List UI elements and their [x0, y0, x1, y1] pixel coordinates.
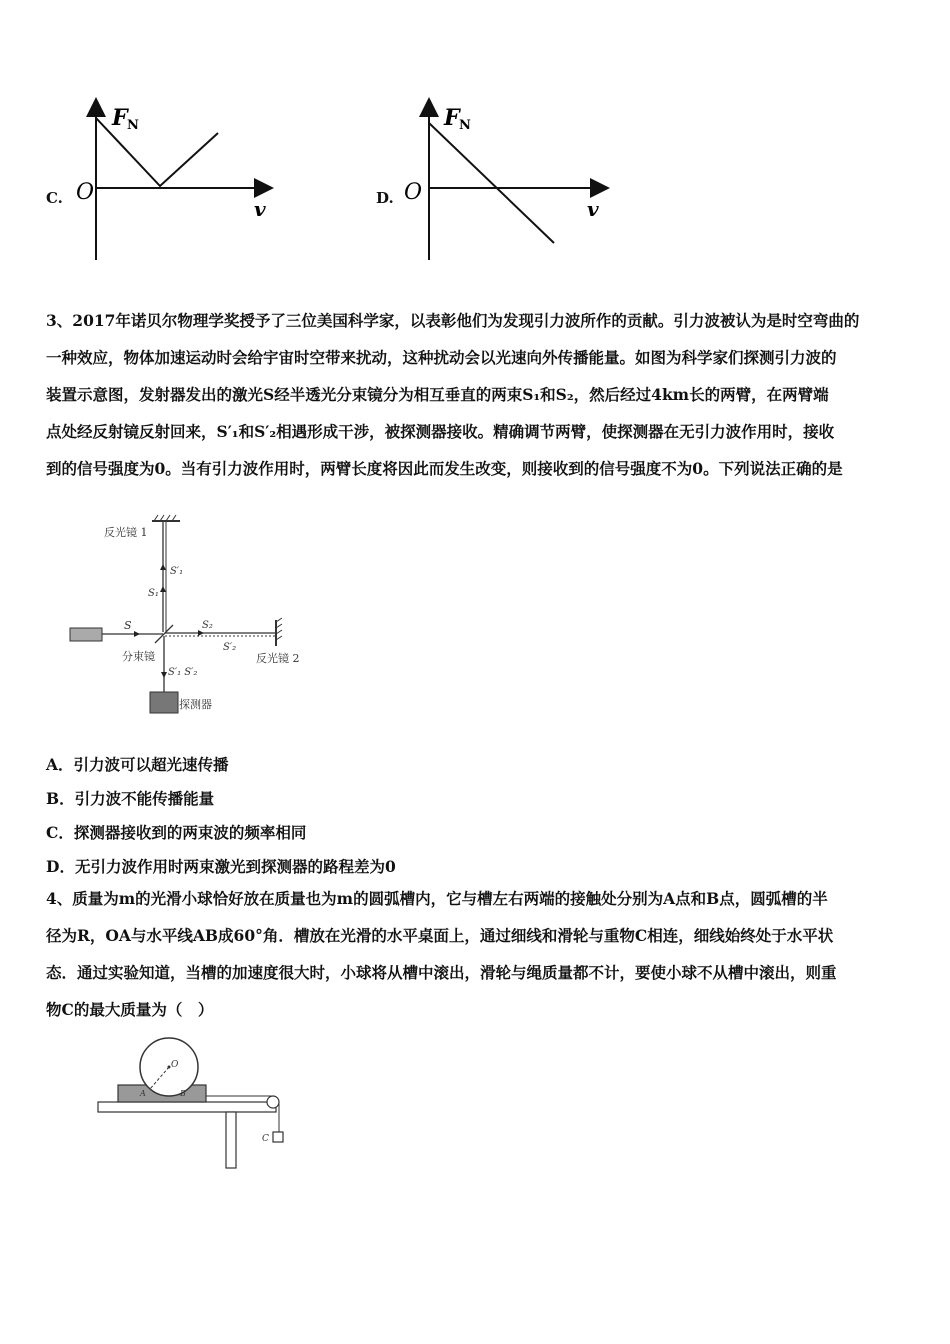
option-d-graph: [376, 95, 616, 270]
label-s2: S₂: [202, 620, 213, 631]
pulley: [267, 1096, 279, 1108]
interferometer-diagram: [60, 512, 330, 722]
table-top: [98, 1102, 276, 1112]
label-combined: S′₁ S′₂: [168, 667, 198, 678]
option-c-label: C.: [46, 189, 63, 207]
groove-pulley-diagram: [92, 1034, 302, 1174]
label-s1p: S′₁: [170, 566, 184, 577]
q4-line-1: 4、质量为m的光滑小球恰好放在质量也为m的圆弧槽内，它与槽左右两端的接触处分别为A点和B点，圆弧槽的半: [46, 889, 828, 908]
detector-label: 探测器: [179, 698, 212, 711]
q4-line-2: 径为R，OA与水平线AB成60°角．槽放在光滑的水平桌面上，通过细线和滑轮与重物C相连，细线始终处于水平状: [46, 926, 834, 945]
q3-option-a[interactable]: A．引力波可以超光速传播: [46, 755, 229, 774]
label-c: C: [262, 1134, 269, 1144]
y-sub: N: [127, 118, 139, 133]
q3-line-3: 装置示意图，发射器发出的激光S经半透光分束镜分为相互垂直的两束S₁和S₂，然后经过4km长的两臂，在两臂端: [46, 385, 829, 404]
option-c-graph: [44, 95, 284, 270]
q4-line-3: 态．通过实验知道，当槽的加速度很大时，小球将从槽中滚出，滑轮与绳质量都不计，要使小球不从槽中滚出，则重: [46, 963, 837, 982]
x-label: v: [587, 197, 599, 221]
q3-line-1: 3、2017年诺贝尔物理学奖授予了三位美国科学家，以表彰他们为发现引力波所作的贡献。引力波被认为是时空弯曲的: [46, 311, 860, 330]
label-a: A: [140, 1089, 146, 1098]
fn-v-graph-c: [44, 95, 284, 270]
splitter-label: 分束镜: [122, 650, 155, 663]
q3-line-2: 一种效应，物体加速运动时会给宇宙时空带来扰动，这种扰动会以光速向外传播能量。如图为科学家们探测引力波的: [46, 348, 837, 367]
q4-line-4: 物C的最大质量为（ ）: [46, 1000, 214, 1019]
graph-line: [429, 123, 554, 243]
mirror-2-label: 反光镜 2: [256, 652, 300, 665]
weight-c: [273, 1132, 283, 1142]
q3-option-b[interactable]: B．引力波不能传播能量: [46, 789, 215, 808]
y-sub: N: [459, 118, 471, 133]
x-label: v: [254, 197, 266, 221]
origin-label: O: [404, 180, 423, 205]
q3-option-d[interactable]: D．无引力波作用时两束激光到探测器的路程差为0: [46, 857, 396, 876]
label-o: O: [171, 1060, 179, 1070]
question-4-text: [46, 880, 908, 1028]
label-b: B: [180, 1089, 186, 1098]
origin-label: O: [76, 180, 95, 205]
laser-emitter: [70, 628, 102, 641]
y-label: F: [444, 105, 460, 131]
y-label: F: [112, 105, 128, 131]
question-3-text: [46, 302, 908, 487]
option-d-label: D.: [376, 189, 394, 207]
label-s2p: S′₂: [223, 642, 237, 653]
fn-v-graph-d: [376, 95, 616, 270]
table-leg: [226, 1112, 236, 1168]
label-s1: S₁: [148, 588, 159, 599]
mirror-1-label: 反光镜 1: [104, 526, 148, 539]
q3-line-5: 到的信号强度为0。当有引力波作用时，两臂长度将因此而发生改变，则接收到的信号强度不为0。下列说法正确的是: [46, 459, 843, 478]
label-s: S: [124, 619, 132, 632]
detector: [150, 692, 178, 713]
q3-option-c[interactable]: C．探测器接收到的两束波的频率相同: [46, 823, 307, 842]
q3-line-4: 点处经反射镜反射回来，S′₁和S′₂相遇形成干涉，被探测器接收。精确调节两臂，使探测器在无引力波作用时，接收: [46, 422, 835, 441]
